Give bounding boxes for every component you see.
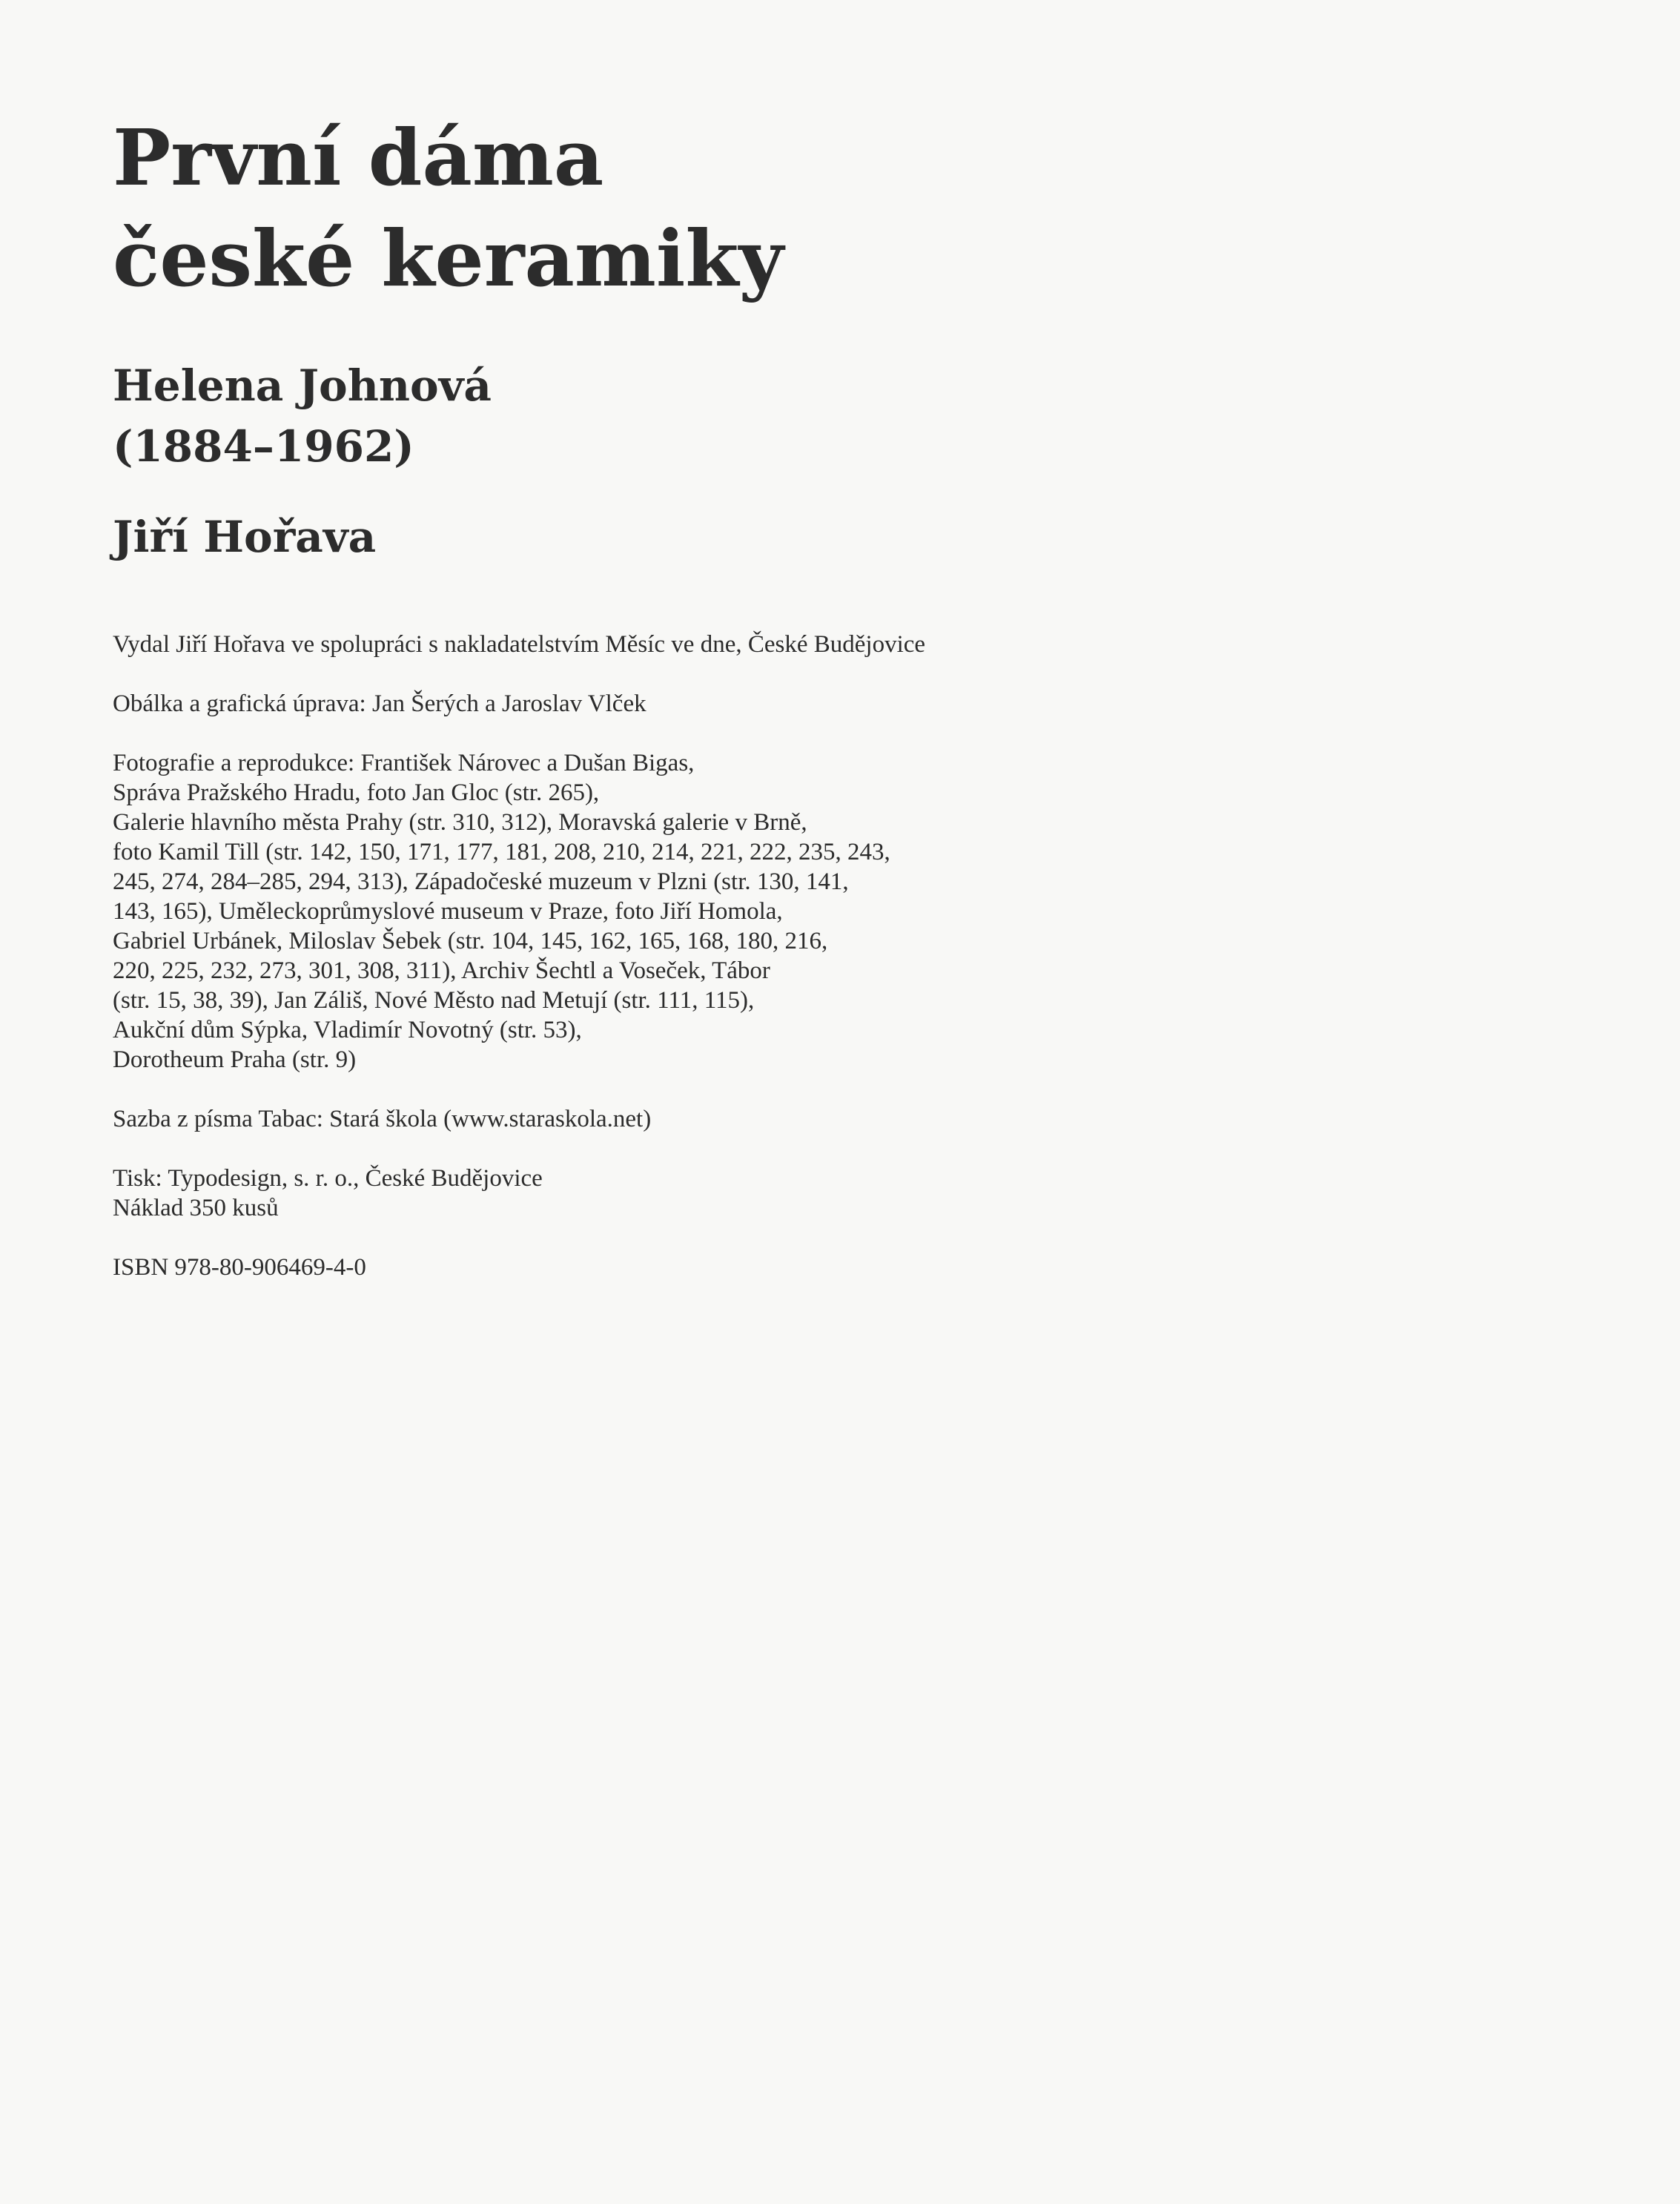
photo-credit-line: 245, 274, 284–285, 294, 313), Západočeské muzeum v Plzni (str. 130, 141, bbox=[113, 868, 849, 895]
design-line: Obálka a grafická úprava: Jan Šerých a Jaroslav Vlček bbox=[113, 690, 646, 717]
photo-credit-line: Galerie hlavního města Prahy (str. 310, 312), Moravská galerie v Brně, bbox=[113, 809, 807, 836]
imprint-page-content bbox=[113, 108, 1521, 1312]
book-subtitle bbox=[113, 355, 1521, 477]
typeface-line: Sazba z písma Tabac: Stará škola (www.staraskola.net) bbox=[113, 1106, 652, 1132]
isbn-line: ISBN 978-80-906469-4-0 bbox=[113, 1254, 366, 1281]
isbn-block bbox=[113, 1253, 1521, 1282]
photo-credit-line: foto Kamil Till (str. 142, 150, 171, 177, 181, 208, 210, 214, 221, 222, 235, 243, bbox=[113, 839, 890, 865]
book-author: Jiří Hořava bbox=[113, 512, 377, 562]
book-subtitle-line-1: Helena Johnová bbox=[113, 360, 492, 411]
photo-credit-line: Gabriel Urbánek, Miloslav Šebek (str. 104, 145, 162, 165, 168, 180, 216, bbox=[113, 928, 828, 954]
photo-credit-line: Aukční dům Sýpka, Vladimír Novotný (str. 53), bbox=[113, 1017, 582, 1043]
print-run-line: Náklad 350 kusů bbox=[113, 1195, 279, 1221]
photo-credit-line: Dorotheum Praha (str. 9) bbox=[113, 1046, 357, 1073]
publisher-block bbox=[113, 630, 1521, 659]
design-block bbox=[113, 689, 1521, 719]
publisher-line: Vydal Jiří Hořava ve spolupráci s nakladatelstvím Měsíc ve dne, České Budějovice bbox=[113, 631, 926, 658]
typeface-block bbox=[113, 1104, 1521, 1134]
book-subtitle-line-2: (1884–1962) bbox=[113, 421, 414, 472]
photo-credit-line: Správa Pražského Hradu, foto Jan Gloc (str. 265), bbox=[113, 779, 600, 806]
print-block bbox=[113, 1164, 1521, 1223]
book-title bbox=[113, 108, 1521, 309]
print-line: Tisk: Typodesign, s. r. o., České Budějovice bbox=[113, 1165, 543, 1192]
photo-credit-line: 220, 225, 232, 273, 301, 308, 311), Archiv Šechtl a Voseček, Tábor bbox=[113, 957, 770, 984]
photo-credit-line: Fotografie a reprodukce: František Nárovec a Dušan Bigas, bbox=[113, 750, 695, 776]
photo-credits-block bbox=[113, 748, 1521, 1075]
book-title-line-1: První dáma bbox=[113, 112, 604, 203]
book-title-line-2: české keramiky bbox=[113, 213, 784, 304]
photo-credit-line: 143, 165), Uměleckoprůmyslové museum v Praze, foto Jiří Homola, bbox=[113, 898, 783, 925]
colophon bbox=[113, 630, 1521, 1282]
photo-credit-line: (str. 15, 38, 39), Jan Záliš, Nové Město nad Metují (str. 111, 115), bbox=[113, 987, 755, 1014]
